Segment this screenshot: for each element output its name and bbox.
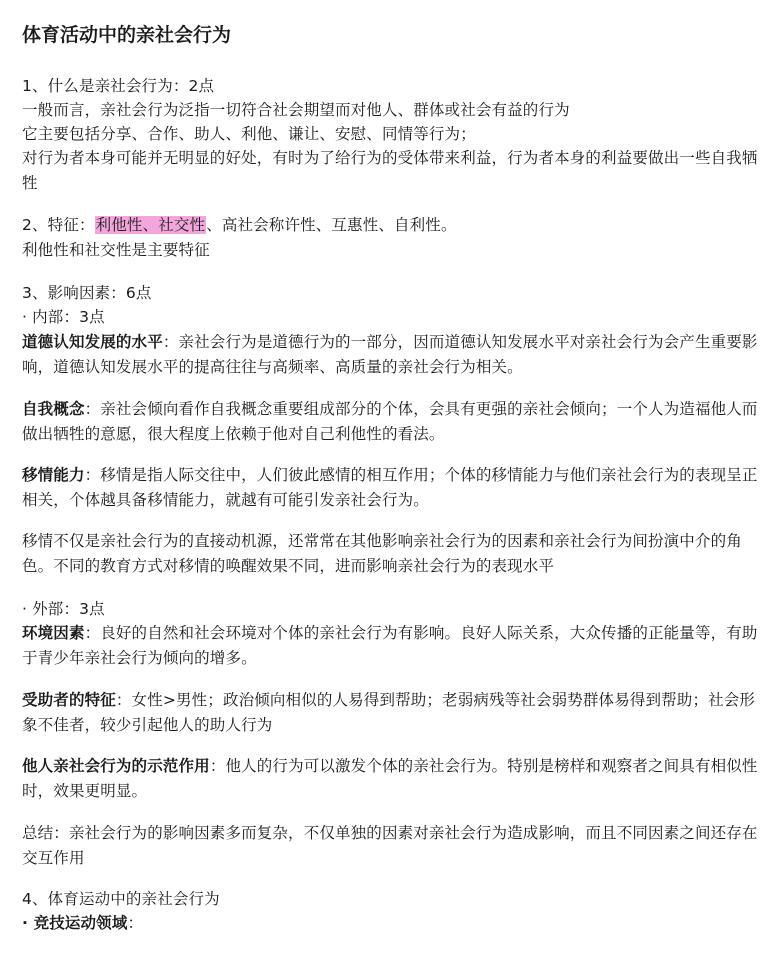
section-2-rest: 、高社会称许性、互惠性、自利性。 — [206, 216, 457, 234]
empathy-extra: 移情不仅是亲社会行为的直接动机源，还常常在其他影响亲社会行为的因素和亲社会行为间扮演中介的角色。不同的教育方式对移情的唤醒效果不同，进而影响亲社会行为的表现水平 — [22, 532, 742, 575]
external-factors-heading: · 外部：3点 — [22, 600, 105, 618]
section-1-definition: 一般而言，亲社会行为泛指一切符合社会期望而对他人、群体或社会有益的行为 — [22, 101, 570, 119]
factor-label: 他人亲社会行为的示范作用 — [22, 757, 210, 775]
factor-label: 自我概念 — [22, 400, 85, 418]
factor-text: ：亲社会倾向看作自我概念重要组成部分的个体，会具有更强的亲社会倾向；一个人为造福他人而做出牺牲的意愿，很大程度上依赖于他对自己利他性的看法。 — [22, 400, 758, 443]
section-1-includes: 它主要包括分享、合作、助人、利他、谦让、安慰、同情等行为； — [22, 125, 476, 143]
internal-factors-heading: · 内部：3点 — [22, 308, 105, 326]
competitive-sports-label: · 竞技运动领域 — [22, 914, 128, 932]
factor-text: ：良好的自然和社会环境对个体的亲社会行为有影响。良好人际关系，大众传播的正能量等，有助于青少年亲社会行为倾向的增多。 — [22, 624, 758, 667]
factor-recipient — [22, 688, 762, 737]
factor-text: ：亲社会行为是道德行为的一部分，因而道德认知发展水平对亲社会行为会产生重要影响，道德认知发展水平的提高往往与高频率、高质量的亲社会行为相关。 — [22, 333, 758, 376]
factor-modeling — [22, 754, 762, 803]
section-1-sacrifice: 对行为者本身可能并无明显的好处，有时为了给行为的受体带来利益，行为者本身的利益要做出一些自我牺牲 — [22, 149, 758, 192]
section-3-summary: 总结：亲社会行为的影响因素多而复杂，不仅单独的因素对亲社会行为造成影响，而且不同因素之间还存在交互作用 — [22, 824, 758, 867]
section-2-prefix: 2、特征： — [22, 216, 95, 234]
section-2-features — [22, 213, 762, 238]
colon: ： — [127, 914, 144, 932]
factor-text: ：移情是指人际交往中，人们彼此感情的相互作用；个体的移情能力与他们亲社会行为的表现呈正相关，个体越具备移情能力，就越有可能引发亲社会行为。 — [22, 466, 758, 509]
factor-text: ：女性>男性；政治倾向相似的人易得到帮助；老弱病残等社会弱势群体易得到帮助；社会形象不佳者，较少引起他人的助人行为 — [22, 691, 756, 734]
factor-text: ：他人的行为可以激发个体的亲社会行为。特别是榜样和观察者之间具有相似性时，效果更明显。 — [22, 757, 758, 800]
factor-self-concept — [22, 397, 762, 446]
section-3-heading: 3、影响因素：6点 — [22, 284, 152, 302]
factor-moral-cognition — [22, 330, 762, 379]
factor-environment — [22, 621, 762, 670]
factor-label: 道德认知发展的水平 — [22, 333, 163, 351]
highlighted-features: 利他性、社交性 — [95, 216, 206, 234]
page-title: 体育活动中的亲社会行为 — [22, 24, 232, 46]
section-4-subheading — [22, 911, 762, 936]
factor-empathy — [22, 463, 762, 512]
factor-label: 环境因素 — [22, 624, 85, 642]
section-4-heading: 4、体育运动中的亲社会行为 — [22, 890, 220, 908]
factor-label: 受助者的特征 — [22, 691, 116, 709]
section-2-note: 利他性和社交性是主要特征 — [22, 241, 210, 259]
factor-label: 移情能力 — [22, 466, 85, 484]
section-1-heading: 1、什么是亲社会行为：2点 — [22, 77, 215, 95]
